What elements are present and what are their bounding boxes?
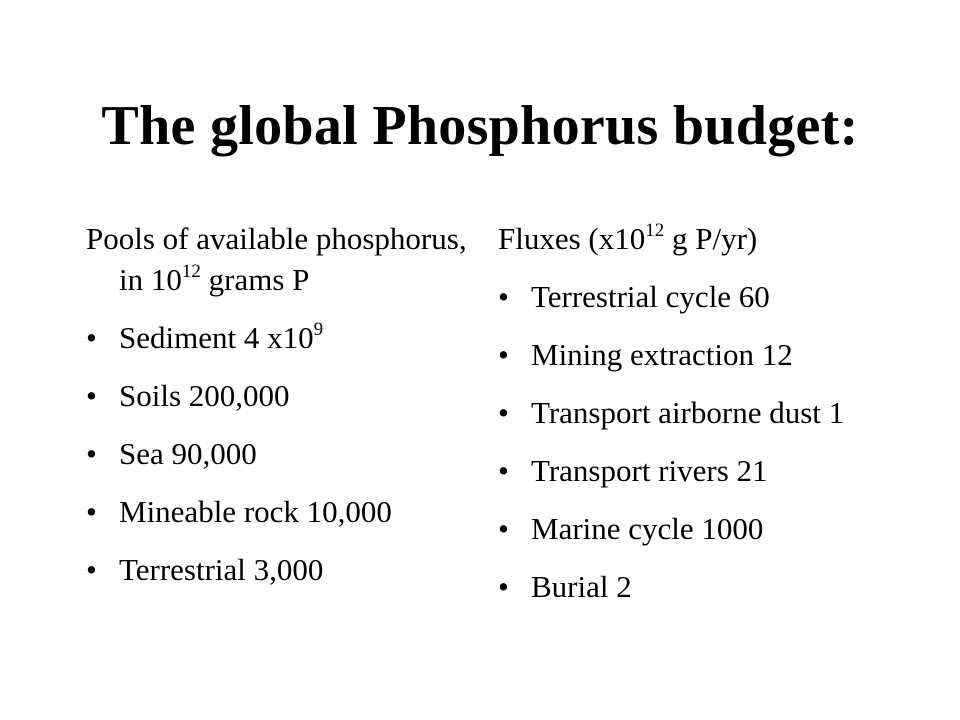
fluxes-list [498,276,918,607]
list-item [498,566,918,607]
bullet-icon: • [498,395,509,430]
flux-burial: Burial 2 [531,569,632,604]
list-item [498,508,918,549]
bullet-icon: • [498,279,509,314]
bullet-icon: • [86,320,97,355]
pools-heading-suffix: grams P [200,262,310,297]
list-item [498,450,918,491]
pools-heading-exponent: 12 [181,261,201,282]
list-item [498,334,918,375]
list-item [86,375,486,416]
flux-marine-cycle: Marine cycle 1000 [531,511,764,546]
pools-list [86,317,486,590]
list-item [498,276,918,317]
bullet-icon: • [498,569,509,604]
slide-title: The global Phosphorus budget: [101,95,859,157]
bullet-icon: • [498,453,509,488]
flux-transport-airborne-dust: Transport airborne dust 1 [531,395,845,430]
bullet-icon: • [498,511,509,546]
list-item [498,392,918,433]
fluxes-column [498,218,918,607]
pool-sediment: Sediment 4 x10 [119,320,314,355]
fluxes-heading-suffix: g P/yr) [664,221,758,256]
fluxes-heading-text: Fluxes (x10 [498,221,646,256]
flux-transport-rivers: Transport rivers 21 [531,453,768,488]
fluxes-heading-exponent: 12 [645,220,665,241]
pools-heading [86,218,486,300]
pools-heading-text: Pools of available phosphorus, in 10 [86,221,467,297]
bullet-icon: • [86,378,97,413]
pool-terrestrial: Terrestrial 3,000 [119,552,324,587]
pools-column [86,218,486,590]
bullet-icon: • [86,436,97,471]
flux-terrestrial-cycle: Terrestrial cycle 60 [531,279,770,314]
bullet-icon: • [86,494,97,529]
pool-sea: Sea 90,000 [119,436,257,471]
bullet-icon: • [498,337,509,372]
flux-mining-extraction: Mining extraction 12 [531,337,793,372]
list-item [86,317,486,358]
fluxes-heading [498,218,918,259]
pool-mineable-rock: Mineable rock 10,000 [119,494,392,529]
list-item [86,433,486,474]
pool-soils: Soils 200,000 [119,378,290,413]
pool-sediment-exponent: 9 [313,319,324,340]
bullet-icon: • [86,552,97,587]
list-item [86,491,486,532]
list-item [86,549,486,590]
